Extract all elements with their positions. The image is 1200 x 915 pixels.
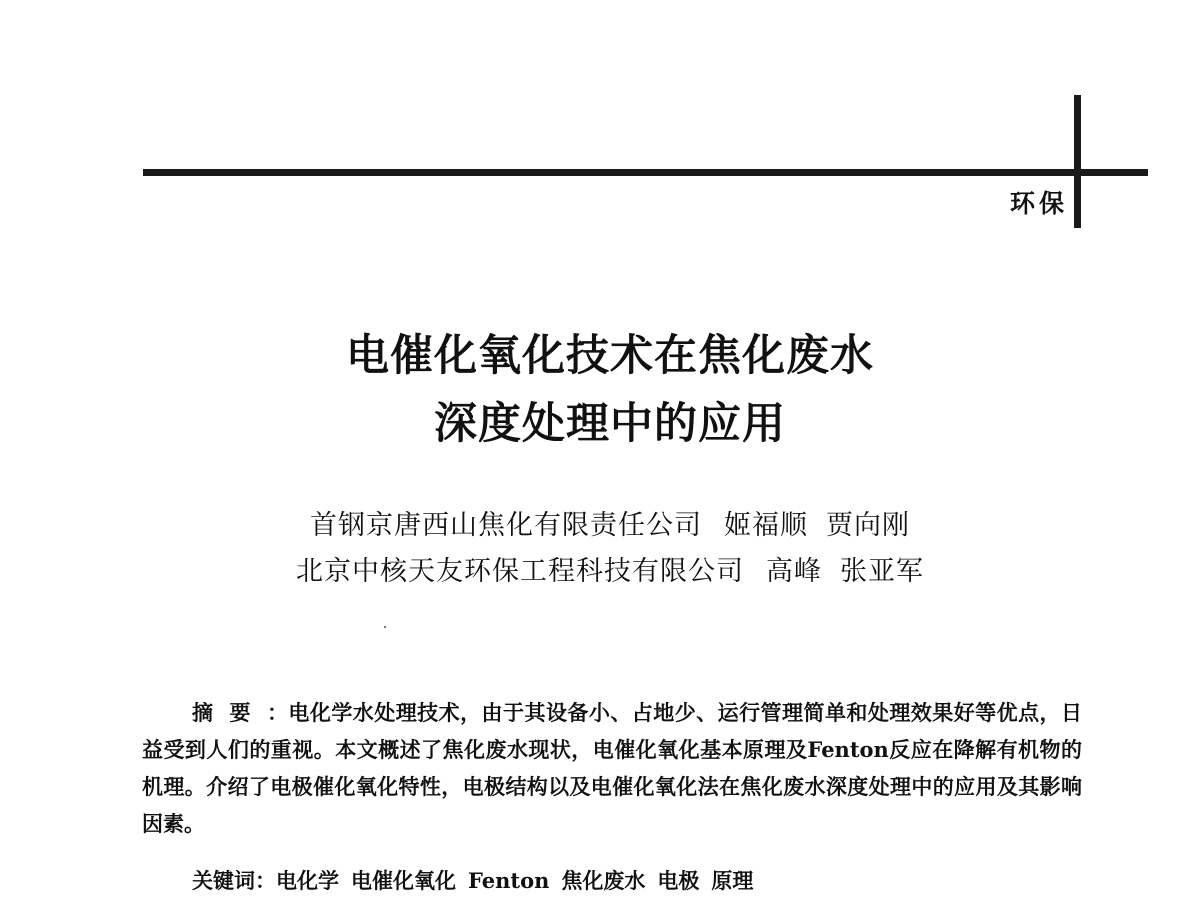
section-label: 环保: [1009, 189, 1068, 218]
author-name: 张亚军: [840, 556, 924, 587]
author-name: 姬福顺: [724, 510, 808, 541]
author-line-2: [0, 549, 1200, 595]
scan-speck: [384, 626, 386, 628]
author-name: 贾向刚: [826, 510, 910, 541]
abstract-separator: ：: [266, 700, 289, 725]
keyword: 电催化氧化: [351, 868, 456, 893]
author-line-1: [0, 503, 1200, 549]
author-name: 高峰: [766, 556, 822, 587]
affiliation: 北京中核天友环保工程科技有限公司: [296, 556, 744, 587]
title-line-2: 深度处理中的应用: [434, 399, 786, 449]
abstract-label: 摘要: [192, 700, 267, 725]
abstract-text: 电化学水处理技术，由于其设备小、占地少、运行管理简单和处理效果好等优点，日益受到人们的重视。本文概述了焦化废水现状，电催化氧化基本原理及Fenton反应在降解有机物的机理。介绍了电极催化氧化特性，电极结构以及电催化氧化法在焦化废水深度处理中的应用及其影响因素。: [142, 700, 1083, 836]
author-names: [766, 556, 924, 587]
keyword: 电极: [657, 868, 700, 893]
keyword: 电化学: [276, 868, 339, 893]
header-rule: [143, 169, 1148, 176]
author-block: [0, 503, 1200, 595]
keyword: Fenton: [468, 868, 550, 893]
header-vertical-rule: [1074, 95, 1081, 228]
keywords: [192, 862, 1072, 899]
title-line-1: 电催化氧化技术在焦化废水: [346, 331, 874, 381]
author-names: [724, 510, 910, 541]
keyword: 焦化废水: [561, 868, 646, 893]
article-title: [0, 322, 1200, 458]
abstract: [142, 694, 1082, 842]
affiliation: 首钢京唐西山焦化有限责任公司: [310, 510, 702, 541]
keyword: 原理: [711, 868, 754, 893]
keywords-label: 关键词：: [192, 868, 276, 893]
